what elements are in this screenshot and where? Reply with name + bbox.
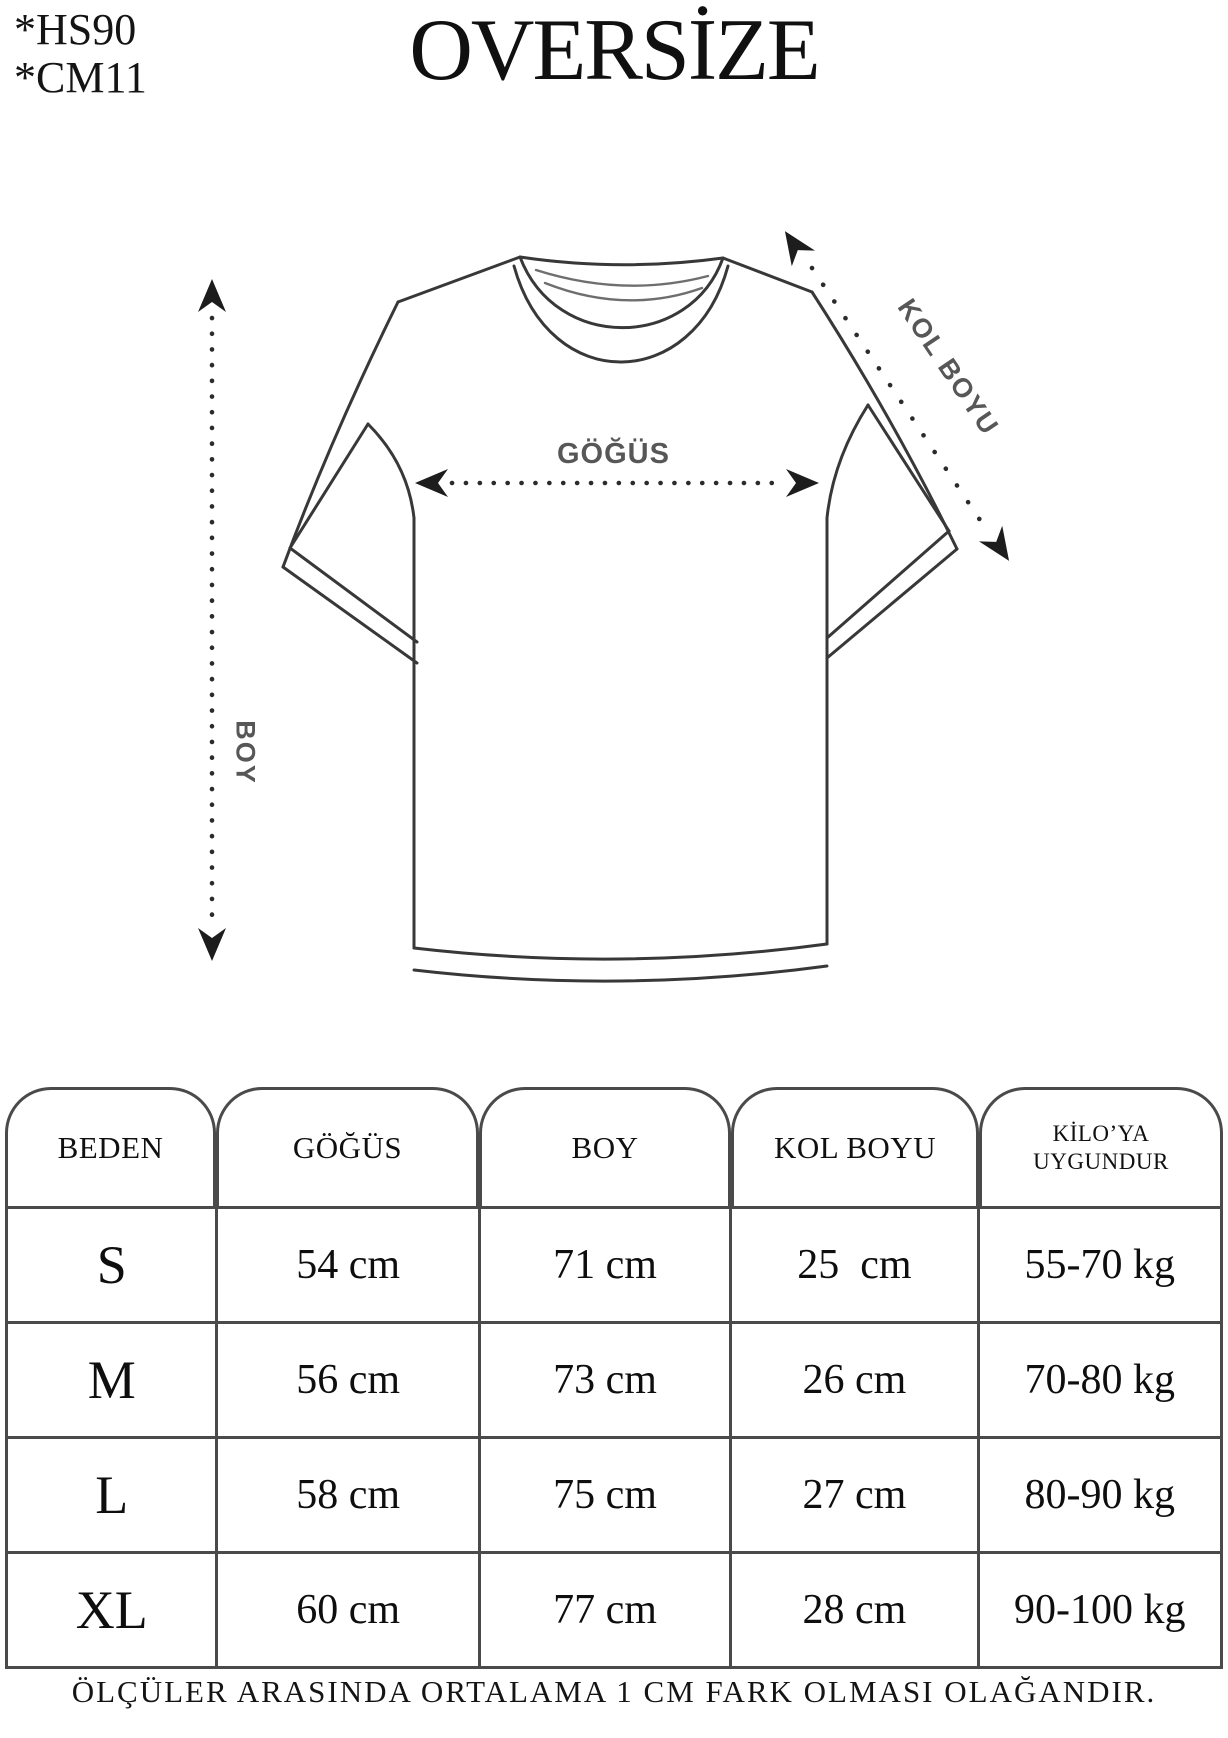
size-row-m <box>7 1323 1222 1438</box>
boy-arrowhead-bottom <box>198 928 226 961</box>
kol-boyu-arrowhead-bottom <box>979 526 1021 569</box>
size-row-xl <box>7 1553 1222 1668</box>
weight-cell: 55-70 kg <box>978 1208 1221 1323</box>
product-code-1: *HS90 <box>14 5 137 54</box>
chest-measure-label: GÖĞÜS <box>557 438 670 470</box>
sleeve-cell: 27 cm <box>731 1438 978 1553</box>
product-code-2: *CM11 <box>14 53 147 103</box>
gogus-arrowhead-left <box>415 469 448 497</box>
column-header-label: BOY <box>571 1130 639 1165</box>
boy-arrowhead-top <box>198 279 226 312</box>
length-cell: 77 cm <box>479 1553 730 1668</box>
length-cell: 71 cm <box>479 1208 730 1323</box>
chest-cell: 60 cm <box>217 1553 479 1668</box>
tshirt-outline <box>283 257 957 981</box>
weight-cell: 80-90 kg <box>978 1438 1221 1553</box>
size-table-body <box>5 1206 1223 1669</box>
column-header-boy <box>479 1087 731 1206</box>
chest-cell: 56 cm <box>217 1323 479 1438</box>
length-cell: 75 cm <box>479 1438 730 1553</box>
column-header-label: KOL BOYU <box>773 1130 937 1165</box>
sleeve-cell: 25 cm <box>731 1208 978 1323</box>
left-sleeve <box>283 302 417 663</box>
chest-cell: 54 cm <box>217 1208 479 1323</box>
tolerance-note: ÖLÇÜLER ARASINDA ORTALAMA 1 CM FARK OLMASI OLAĞANDIR. <box>71 1674 1157 1709</box>
column-header-label: GÖĞÜS <box>292 1130 403 1165</box>
column-header-gogus <box>216 1087 479 1206</box>
size-cell: S <box>7 1208 217 1323</box>
arrowheads <box>198 223 1021 961</box>
chest-cell: 58 cm <box>217 1438 479 1553</box>
size-cell: L <box>7 1438 217 1553</box>
collar <box>514 257 728 362</box>
size-table <box>5 1087 1223 1669</box>
weight-cell: 90-100 kg <box>978 1553 1221 1668</box>
torso <box>414 518 827 981</box>
weight-cell: 70-80 kg <box>978 1323 1221 1438</box>
size-row-l <box>7 1438 1222 1553</box>
column-header-kilo <box>979 1087 1223 1206</box>
length-cell: 73 cm <box>479 1323 730 1438</box>
page-title: OVERSİZE <box>409 2 819 99</box>
column-header-beden <box>5 1087 216 1206</box>
size-cell: XL <box>7 1553 217 1668</box>
length-measure-label: BOY <box>230 720 261 785</box>
sleeve-cell: 28 cm <box>731 1553 978 1668</box>
size-table-header <box>5 1087 1223 1206</box>
column-header-label: KİLO’YA UYGUNDUR <box>1033 1121 1169 1174</box>
kol-boyu-arrowhead-top <box>773 223 815 266</box>
sleeve-measure-label: KOL BOYU <box>891 293 1006 442</box>
size-cell: M <box>7 1323 217 1438</box>
measurement-lines <box>212 268 982 922</box>
column-header-label: BEDEN <box>57 1130 164 1165</box>
sleeve-cell: 26 cm <box>731 1323 978 1438</box>
gogus-arrowhead-right <box>786 469 819 497</box>
column-header-kol-boyu <box>731 1087 979 1206</box>
size-row-s <box>7 1208 1222 1323</box>
